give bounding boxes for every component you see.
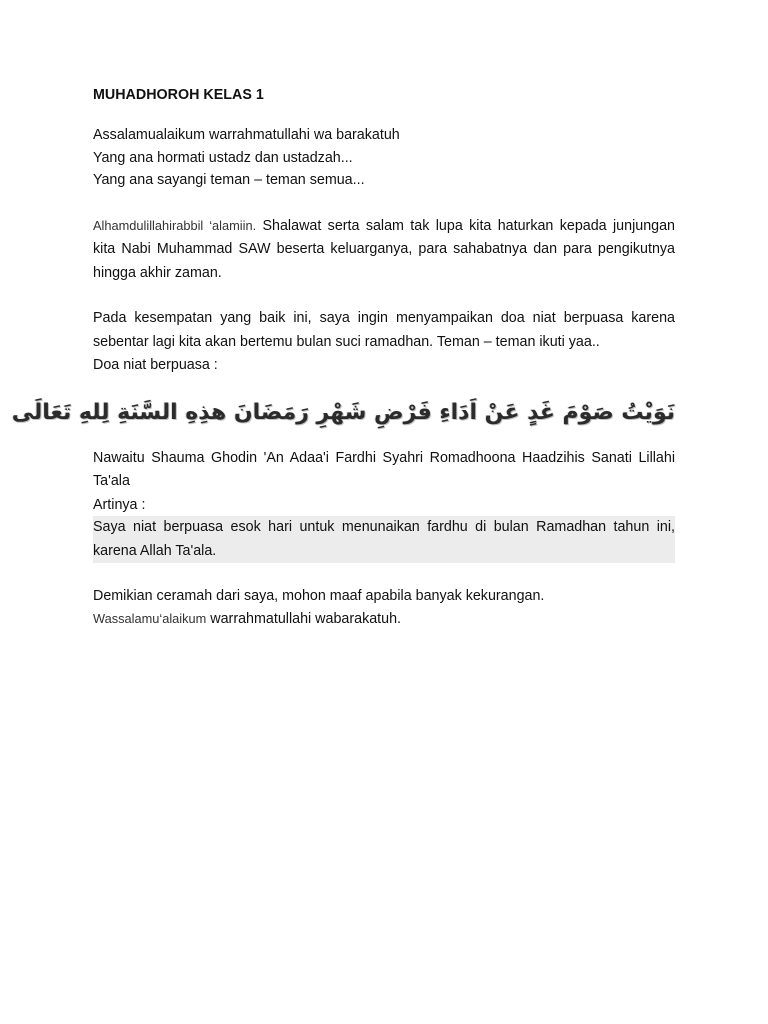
document-title: MUHADHOROH KELAS 1 (93, 87, 264, 103)
opening-paragraph (93, 214, 675, 286)
meaning-label: Artinya : (93, 496, 146, 513)
opening-text: Shalawat serta salam tak lupa kita haturkan kepada junjungan kita Nabi Muhammad SAW beserta keluarganya, para sahabatnya dan para pengikutnya hingga akhir zaman. (93, 217, 676, 281)
greeting-teman: Yang ana sayangi teman – teman semua... (93, 172, 365, 188)
greeting-ustadz: Yang ana hormati ustadz dan ustadzah... (93, 149, 353, 166)
meaning-paragraph: Saya niat berpuasa esok hari untuk menunaikan fardhu di bulan Ramadhan tahun ini, karena Allah Ta'ala. (93, 516, 675, 563)
closing-sentence: Demikian ceramah dari saya, mohon maaf apabila banyak kekurangan. (93, 588, 545, 604)
greeting-salam: Assalamualaikum warrahmatullahi wa barakatuh (93, 127, 400, 143)
doa-label: Doa niat berpuasa : (93, 357, 218, 373)
document-page (11, 86, 676, 630)
arabic-doa-text: نَوَيْتُ صَوْمَ غَدٍ عَنْ اَدَاءِ فَرْضِ شَهْرِ رَمَضَانَ هذِهِ السَّنَةِ لِلهِ تَعَالَى (11, 399, 675, 425)
intro-paragraph: Pada kesempatan yang baik ini, saya ingin menyampaikan doa niat berpuasa karena sebentar lagi kita akan bertemu bulan suci ramadhan. Teman – teman ikuti yaa.. (93, 310, 675, 350)
opening-hamdalah: Alhamdulillahirabbil ‘alamiin. (93, 217, 257, 233)
spacer (93, 563, 675, 585)
spacer (93, 192, 675, 214)
transliteration-paragraph: Nawaitu Shauma Ghodin 'An Adaa'i Fardhi Syahri Romadhoona Haadzihis Sanati Lillahi Ta'ala (93, 449, 675, 489)
farewell-line (93, 608, 675, 631)
farewell-salam: Wassalamu‘alaikum (93, 610, 207, 626)
farewell-text: warrahmatullahi wabarakatuh. (206, 610, 402, 627)
spacer (93, 285, 675, 307)
